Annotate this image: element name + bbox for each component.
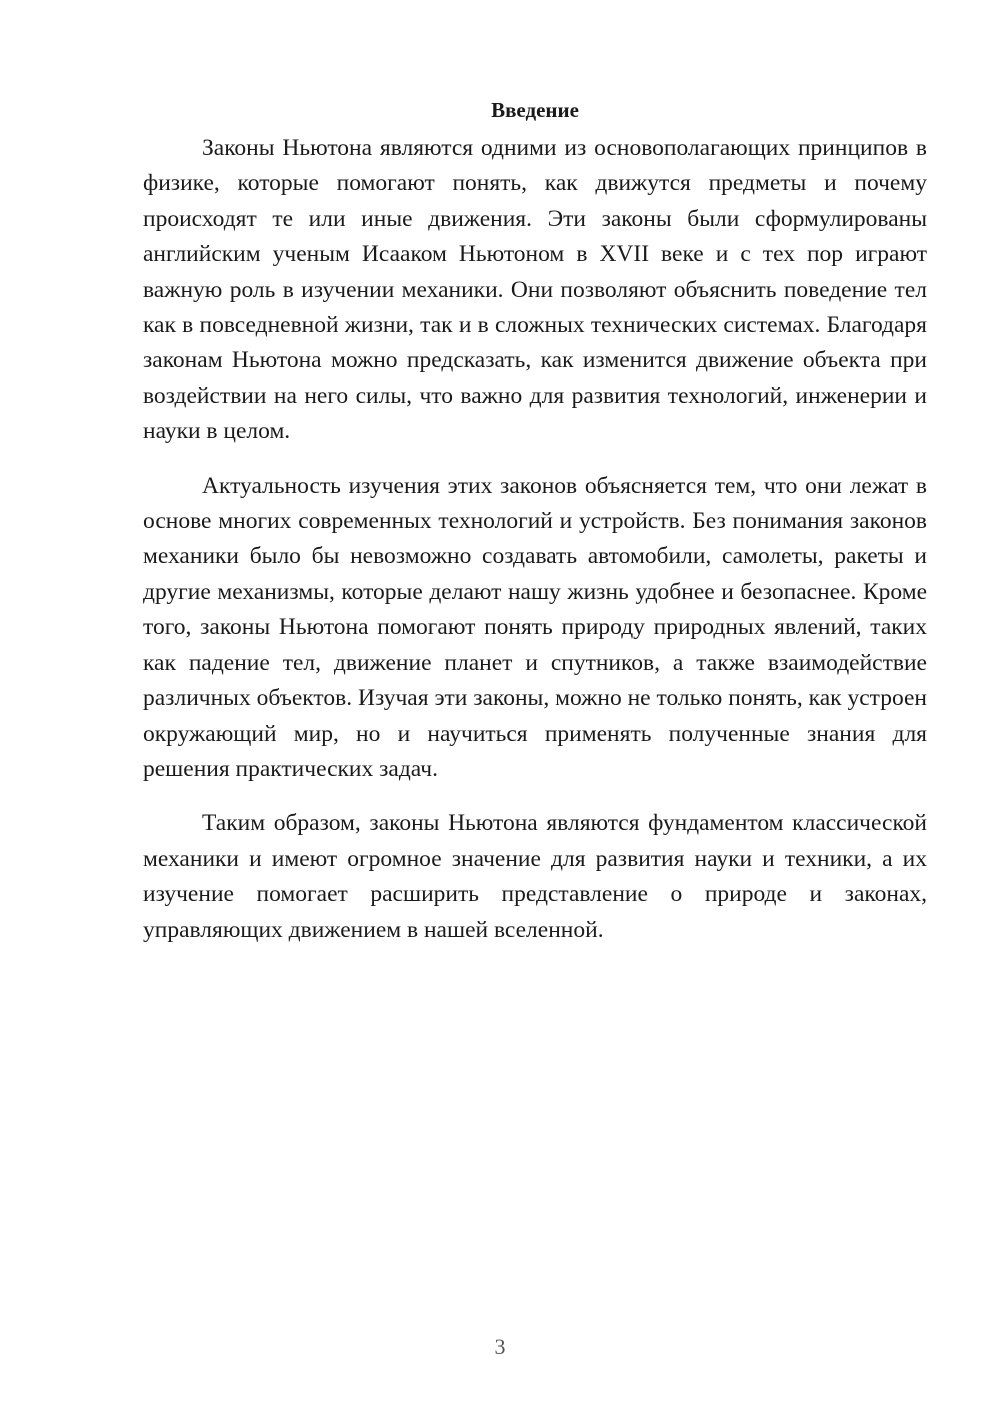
paragraph-relevance: Актуальность изучения этих законов объясняется тем, что они лежат в основе многих современных технологий и устройств. Без понимания законов механики было бы невозможно создавать автомобили, самолеты, ракеты и другие механизмы, которые делают нашу жизнь удобнее и безопаснее. Кроме того, законы Ньютона помогают понять природу природных явлений, таких как падение тел, движение планет и спутников, а также взаимодействие различных объектов. Изучая эти законы, можно не только понять, как устроен окружающий мир, но и научиться применять полученные знания для решения практических задач.: [143, 472, 927, 782]
paragraph-conclusion: Таким образом, законы Ньютона являются фундаментом классической механики и имеют огромное значение для развития науки и техники, а их изучение помогает расширить представление о природе и законах, управляющих движением в нашей вселенной.: [143, 810, 927, 943]
page-number: 3: [494, 1334, 506, 1359]
paragraph-intro: Законы Ньютона являются одними из основополагающих принципов в физике, которые помогают понять, как движутся предметы и почему происходят те или иные движения. Эти законы были сформулированы английским ученым Исааком Ньютоном в XVII веке и с тех пор играют важную роль в изучении механики. Они позволяют объяснить поведение тел как в повседневной жизни, так и в сложных технических системах. Благодаря законам Ньютона можно предсказать, как изменится движение объекта при воздействии на него силы, что важно для развития технологий, инженерии и науки в целом.: [143, 135, 927, 445]
section-heading: Введение: [491, 98, 579, 122]
page-content: [143, 92, 927, 967]
